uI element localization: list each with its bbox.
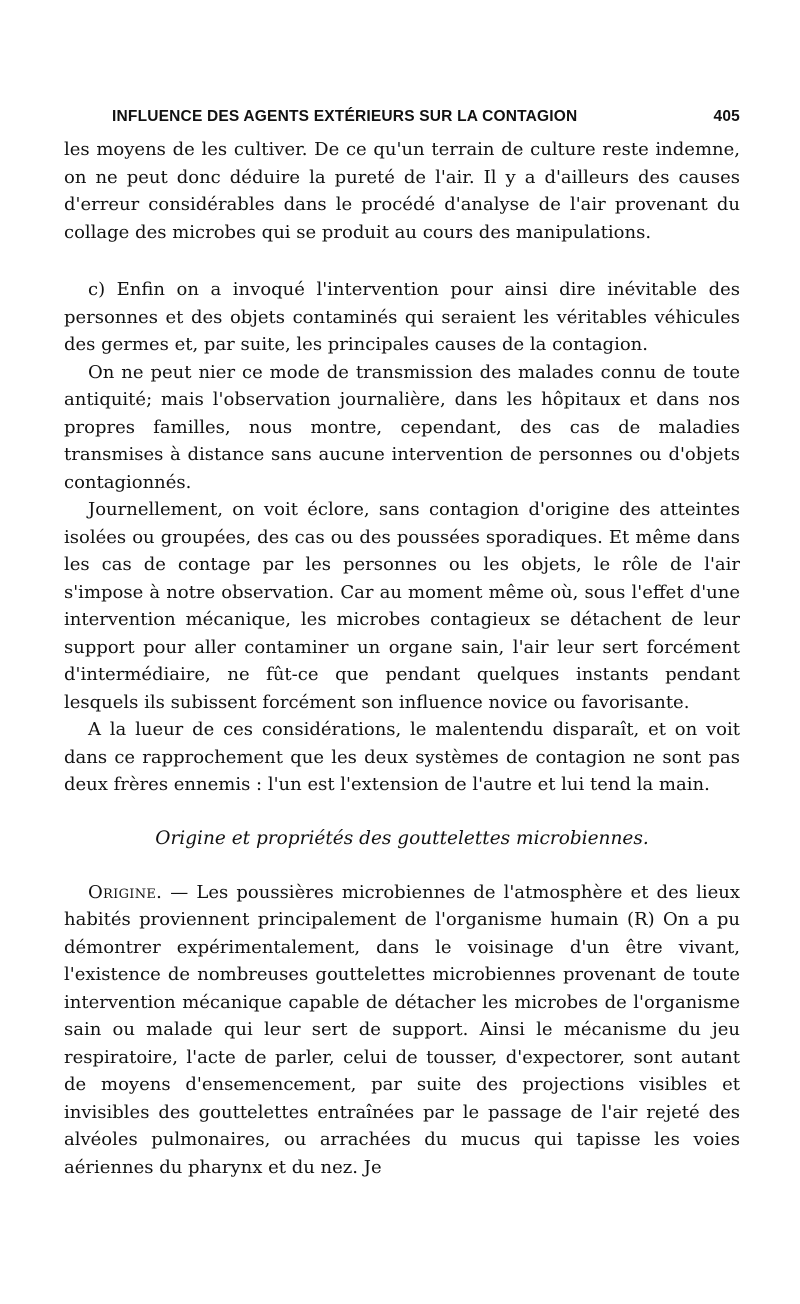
paragraph-origine-text: — Les poussières microbiennes de l'atmosphère et des lieux habités proviennent principalement de l'organisme humain (R) On a pu démontrer expérimentalement, dans le voisinage d'un être vivant, l'existence de nombreuses gouttelettes microbiennes provenant de toute intervention mécanique capable de détacher les microbes de l'organisme sain ou malade qui leur sert de support. Ainsi le mécanisme du jeu respiratoire, l'acte de parler, celui de tousser, d'expectorer, sont autant de moyens d'ensemencement, par suite des projections visibles et invisibles des gouttelettes entraînées par le passage de l'air rejeté des alvéoles pulmonaires, ou arrachées du mucus qui tapisse les voies aériennes du pharynx et du nez. Je — [64, 881, 740, 1178]
paragraph-lead: Origine. — [88, 881, 163, 903]
paragraph-transmission: On ne peut nier ce mode de transmission des malades connu de toute antiquité; mais l'observation journalière, dans les hôpitaux et dans nos propres familles, nous montre, cependant, des cas de maladies transmises à distance sans aucune intervention de personnes ou d'objets contagionnés. — [64, 361, 740, 493]
running-head — [112, 108, 740, 136]
section-heading: Origine et propriétés des gouttelettes microbiennes. — [155, 827, 649, 849]
paragraph-journellement: Journellement, on voit éclore, sans contagion d'origine des atteintes isolées ou groupées, des cas ou des poussées sporadiques. Et même dans les cas de contage par les personnes ou les objets, le rôle de l'air s'impose à notre observation. Car au moment même où, sous l'effet d'une intervention mécanique, les microbes contagieux se détachent de leur support pour aller contaminer un organe sain, l'air leur sert forcément d'intermédiaire, ne fût-ce que pendant quelques instants pendant lesquels ils subissent forcément son influence novice ou favorisante. — [64, 499, 740, 713]
paragraph-conclusion: A la lueur de ces considérations, le malentendu disparaît, et on voit dans ce rapprochement que les deux systèmes de contagion ne sont pas deux frères ennemis : l'un est l'extension de l'autre et lui tend la main. — [64, 719, 740, 795]
page-number: 405 — [713, 108, 740, 125]
section-gap — [64, 799, 740, 825]
page — [64, 108, 740, 1181]
paragraph-gap — [64, 246, 740, 276]
section-gap — [64, 853, 740, 879]
paragraph-c: c) Enfin on a invoqué l'intervention pour ainsi dire inévitable des personnes et des objets contaminés qui seraient les véritables véhicules des germes et, par suite, les principales causes de la contagion. — [64, 279, 740, 355]
paragraph-continued: les moyens de les cultiver. De ce qu'un terrain de culture reste indemne, on ne peut donc déduire la pureté de l'air. Il y a d'ailleurs des causes d'erreur considérables dans le procédé d'analyse de l'air provenant du collage des microbes qui se produit au cours des manipulations. — [64, 139, 740, 243]
paragraph-origine — [64, 879, 740, 1182]
running-title: INFLUENCE DES AGENTS EXTÉRIEURS SUR LA CONTAGION — [112, 108, 578, 125]
